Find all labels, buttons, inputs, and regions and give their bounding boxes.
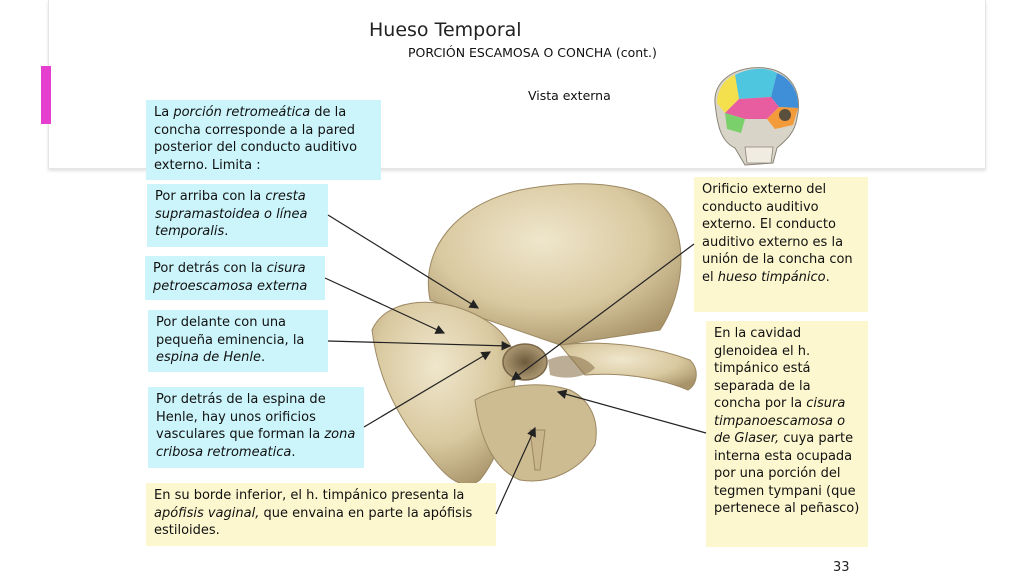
annotation-delante: Por delante con una pequeña eminencia, la espina de Henle. [148, 310, 328, 372]
pointer-cribosa [364, 352, 490, 427]
pointer-detras [325, 278, 444, 333]
annotation-detras: Por detrás con la cisura petroescamosa externa [145, 256, 325, 300]
view-label: Vista externa [528, 88, 611, 103]
pointer-orificio [512, 244, 694, 380]
annotation-orificio: Orificio externo del conducto auditivo externo. El conducto auditivo externo es la unión de la concha con el hueso timpánico. [694, 177, 868, 312]
annotation-intro: La porción retromeática de la concha corresponde a la pared posterior del conducto auditivo externo. Limita : [146, 100, 381, 180]
page-number: 33 [833, 560, 850, 575]
slide-title: Hueso Temporal [369, 19, 522, 41]
pointer-arriba [328, 215, 478, 308]
pointer-delante [328, 341, 510, 346]
annotation-borde: En su borde inferior, el h. timpánico presenta la apófisis vaginal, que envaina en parte la apófisis estiloides. [146, 483, 496, 546]
annotation-cribosa: Por detrás de la espina de Henle, hay unos orificios vasculares que forman la zona cribosa retromeatica. [148, 387, 364, 468]
annotation-arriba: Por arriba con la cresta supramastoidea o línea temporalis. [147, 184, 328, 247]
annotation-cavidad: En la cavidad glenoidea el h. timpánico está separada de la concha por la cisura timpanoescamosa o de Glaser, cuya parte interna esta ocupada por una porción del tegmen tympani (que pertenece al peñasco) [706, 321, 868, 547]
slide-subtitle: PORCIÓN ESCAMOSA O CONCHA (cont.) [408, 45, 657, 60]
pointer-borde [496, 428, 535, 514]
pointer-cavidad [558, 392, 706, 433]
